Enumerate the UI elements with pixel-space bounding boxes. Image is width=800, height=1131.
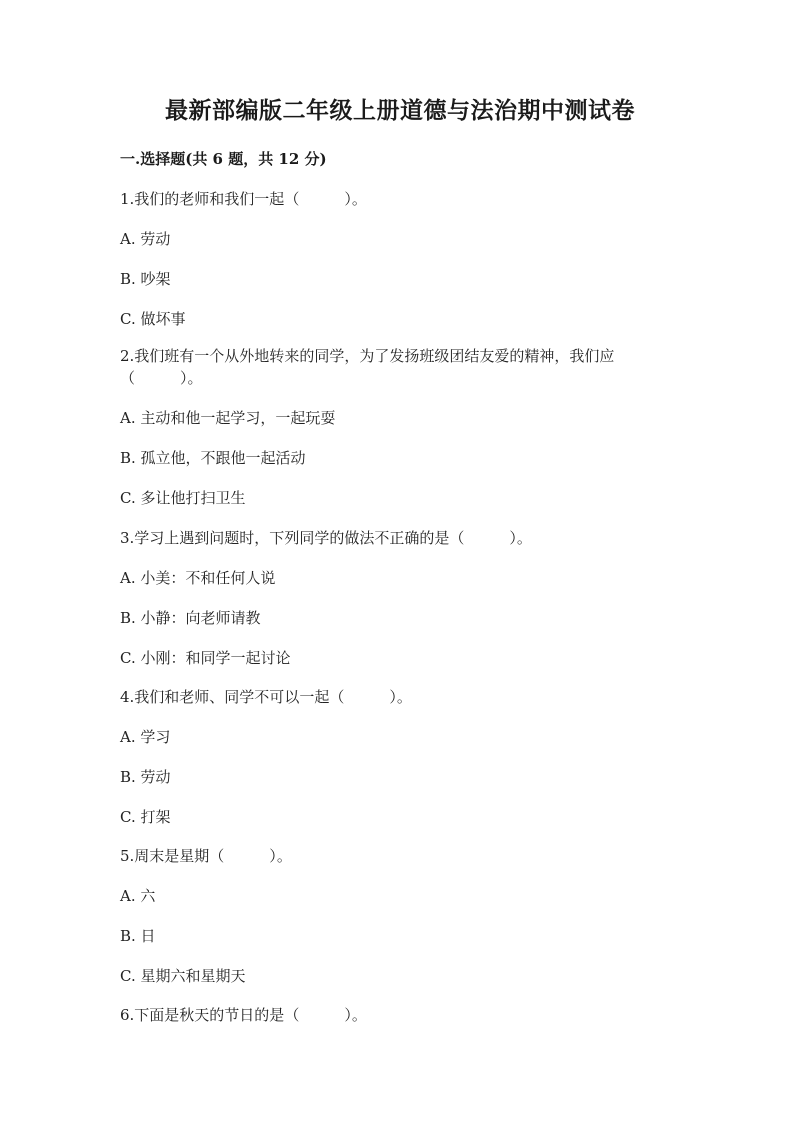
- question-5-option-c[interactable]: C. 星期六和星期天: [120, 967, 246, 985]
- question-6-stem: 6.下面是秋天的节日的是（ ）。: [120, 1006, 367, 1024]
- question-3-option-b[interactable]: B. 小静：向老师请教: [120, 609, 261, 627]
- question-4-option-b[interactable]: B. 劳动: [120, 768, 171, 786]
- question-2-stem-line-1: 2.我们班有一个从外地转来的同学，为了发扬班级团结友爱的精神，我们应: [120, 347, 615, 365]
- question-5-stem: 5.周末是星期（ ）。: [120, 847, 292, 865]
- question-1-option-b[interactable]: B. 吵架: [120, 270, 171, 288]
- question-5-option-b[interactable]: B. 日: [120, 927, 156, 945]
- question-1-option-a[interactable]: A. 劳动: [120, 230, 171, 248]
- section-heading: 一.选择题(共 6 题，共 12 分): [120, 150, 327, 168]
- question-3-option-a[interactable]: A. 小美：不和任何人说: [120, 569, 276, 587]
- exam-title: 最新部编版二年级上册道德与法治期中测试卷: [165, 97, 635, 124]
- question-2-option-a[interactable]: A. 主动和他一起学习，一起玩耍: [120, 409, 336, 427]
- question-2-option-c[interactable]: C. 多让他打扫卫生: [120, 489, 246, 507]
- question-4-stem: 4.我们和老师、同学不可以一起（ ）。: [120, 688, 412, 706]
- question-2-stem-line-2: （ ）。: [120, 369, 203, 387]
- question-3-stem: 3.学习上遇到问题时，下列同学的做法不正确的是（ ）。: [120, 529, 532, 547]
- question-1-stem: 1.我们的老师和我们一起（ ）。: [120, 190, 367, 208]
- question-4-option-a[interactable]: A. 学习: [120, 728, 171, 746]
- question-1-option-c[interactable]: C. 做坏事: [120, 310, 186, 328]
- question-5-option-a[interactable]: A. 六: [120, 887, 156, 905]
- question-2-stem: [120, 345, 680, 389]
- question-3-option-c[interactable]: C. 小刚：和同学一起讨论: [120, 649, 291, 667]
- question-2-option-b[interactable]: B. 孤立他，不跟他一起活动: [120, 449, 306, 467]
- question-4-option-c[interactable]: C. 打架: [120, 808, 171, 826]
